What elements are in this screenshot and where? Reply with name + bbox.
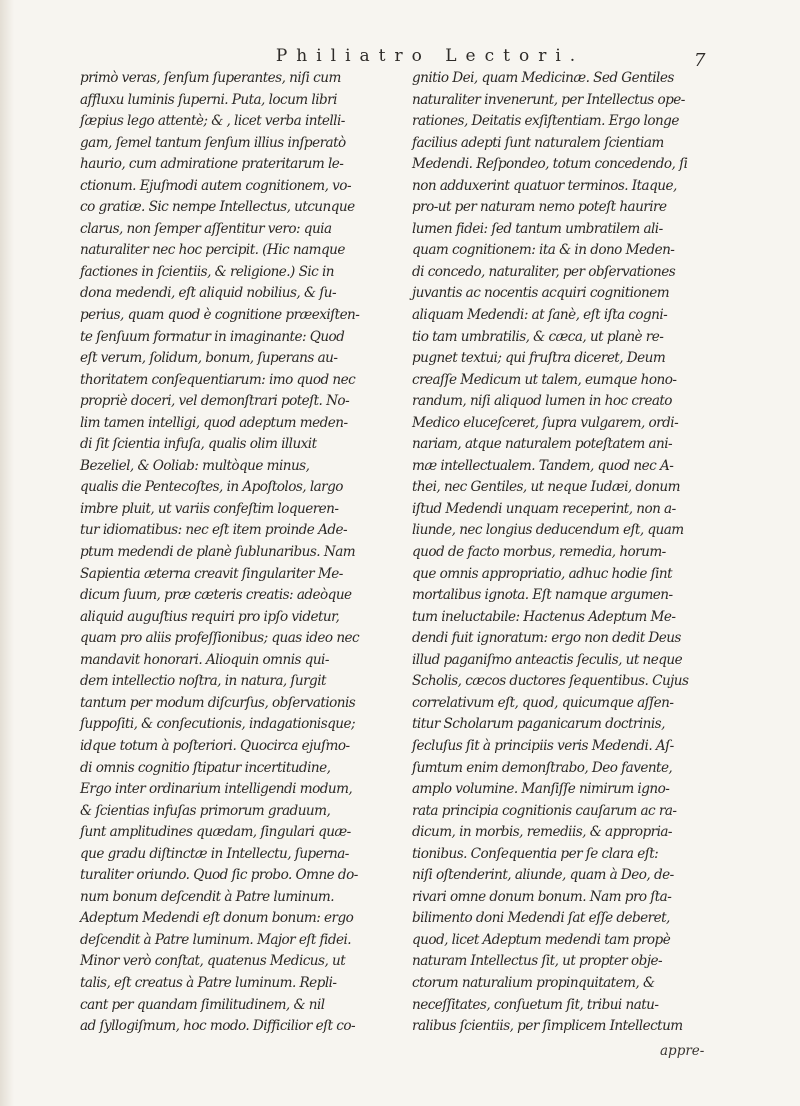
- text-line: Medico eluceſceret, ſupra vulgarem, ordi-: [412, 414, 679, 431]
- text-line: perius, quam quod è cognitione præexiſten-: [80, 307, 360, 324]
- text-line: turaliter oriundo. Quod ſic probo. Omne do-: [80, 867, 358, 884]
- text-line: aliquam Medendi: at ſanè, eſt iſta cogni-: [412, 307, 668, 324]
- text-line: Medendi. Reſpondeo, totum concedendo, ſi: [412, 156, 688, 173]
- page-number: 7: [694, 50, 706, 71]
- text-line: tur idiomatibus: nec eſt item proinde Ade-: [80, 522, 348, 539]
- text-line: qualis die Pentecoſtes, in Apoſtolos, largo: [80, 479, 343, 496]
- text-line: que omnis appropriatio, adhuc hodie ſint: [412, 565, 672, 582]
- text-line: pro-ut per naturam nemo poteſt haurire: [412, 199, 667, 216]
- text-line: affluxu luminis ſuperni. Puta, locum libri: [80, 91, 337, 108]
- page-gutter-shadow: [0, 0, 14, 1106]
- text-line: mandavit honorari. Alioquin omnis qui-: [80, 651, 329, 668]
- text-line: naturam Intellectus ſit, ut propter obje-: [412, 953, 663, 970]
- text-line: tum ineluctabile: Hactenus Adeptum Me-: [412, 608, 676, 625]
- text-line: clarus, non ſemper aſſentitur vero: quia: [80, 220, 332, 237]
- right-text-column: [412, 68, 724, 1038]
- text-line: bilimento doni Medendi ſat eſſe deberet,: [412, 910, 670, 927]
- text-line: deſcendit à Patre luminum. Major eſt fidei.: [80, 931, 352, 948]
- text-line: mortalibus ignota. Eſt namque argumen-: [412, 587, 673, 604]
- text-line: rata principia cognitionis cauſarum ac ra-: [412, 802, 677, 819]
- text-line: cant per quandam ſimilitudinem, & nil: [80, 996, 325, 1013]
- text-line: naturaliter invenerunt, per Intellectus ope-: [412, 91, 685, 108]
- text-line: Bezeliel, & Ooliab: multòque minus,: [80, 457, 310, 474]
- text-line: tio tam umbratilis, & cæca, ut planè re-: [412, 328, 664, 345]
- text-line: thei, nec Gentiles, ut neque Iudæi, donum: [412, 479, 680, 496]
- text-line: di ſit ſcientia infuſa, qualis olim illuxit: [80, 436, 317, 453]
- text-line: di omnis cognitio ſtipatur incertitudine,: [80, 759, 331, 776]
- text-line: randum, niſi aliquod lumen in hoc creato: [412, 393, 672, 410]
- text-line: Minor verò conſtat, quatenus Medicus, ut: [80, 953, 346, 970]
- text-line: di concedo, naturaliter, per obſervationes: [412, 263, 676, 280]
- text-line: ad ſyllogiſmum, hoc modo. Difficilior eſt co-: [80, 1018, 356, 1035]
- text-line: nariam, atque naturalem poteſtatem ani-: [412, 436, 673, 453]
- text-line: niſi oſtenderint, aliunde, quam à Deo, de-: [412, 867, 674, 884]
- text-line: amplo volumine. Manſiſſe nimirum igno-: [412, 781, 670, 798]
- text-line: primò veras, ſenſum ſuperantes, niſi cum: [80, 70, 341, 86]
- text-line: correlativum eſt, quod, quicumque aſſen-: [412, 694, 674, 711]
- text-line: Adeptum Medendi eſt donum bonum: ergo: [80, 910, 354, 927]
- text-line: te ſenſuum formatur in imaginante: Quod: [80, 328, 345, 345]
- running-head: Philiatro Lectori.: [275, 46, 585, 66]
- text-line: ſumtum enim demonſtrabo, Deo favente,: [412, 759, 673, 776]
- text-line: dicum ſuum, præ cæteris creatis: adeòque: [80, 587, 352, 604]
- text-line: titur Scholarum paganicarum doctrinis,: [412, 716, 665, 733]
- text-line: eſt verum, ſolidum, bonum, ſuperans au-: [80, 350, 338, 367]
- text-line: Sapientia æterna creavit ſingulariter Me-: [80, 565, 343, 582]
- catchword: appre-: [660, 1043, 705, 1059]
- text-line: liunde, nec longius deducendum eſt, quam: [412, 522, 684, 539]
- text-line: Ergo inter ordinarium intelligendi modum,: [80, 781, 353, 798]
- text-line: factiones in ſcientiis, & religione.) Sic in: [80, 263, 334, 280]
- text-line: creaſſe Medicum ut talem, eumque hono-: [412, 371, 677, 388]
- text-line: dicum, in morbis, remediis, & appropria-: [412, 824, 672, 841]
- text-line: quod de facto morbus, remedia, horum-: [412, 544, 666, 561]
- text-line: propriè doceri, vel demonſtrari poteſt. No-: [80, 393, 350, 410]
- text-line: thoritatem conſequentiarum: imo quod nec: [80, 371, 356, 388]
- text-line: facilius adepti ſunt naturalem ſcientiam: [412, 134, 664, 151]
- text-line: neceſſitates, conſuetum ſit, tribui natu-: [412, 996, 659, 1013]
- text-line: num bonum deſcendit à Patre luminum.: [80, 888, 335, 905]
- text-line: dem intellectio noſtra, in natura, ſurgit: [80, 673, 326, 690]
- text-line: juvantis ac nocentis acquiri cognitionem: [412, 285, 670, 302]
- text-line: ſecluſus ſit à principiis veris Medendi. Aſ-: [412, 737, 674, 754]
- text-line: lim tamen intelligi, quod adeptum meden-: [80, 414, 348, 431]
- text-line: tionibus. Conſequentia per ſe clara eſt:: [412, 845, 659, 862]
- text-line: non adduxerint quatuor terminos. Itaque,: [412, 177, 677, 194]
- text-line: mæ intellectualem. Tandem, quod nec A-: [412, 457, 674, 474]
- text-line: aliquid auguſtius requiri pro ipſo videtur,: [80, 608, 340, 625]
- text-line: dona medendi, eſt aliquid nobilius, & ſu-: [80, 285, 336, 302]
- text-line: imbre pluit, ut variis confeſtim loqueren-: [80, 500, 339, 517]
- text-line: rivari omne donum bonum. Nam pro ſta-: [412, 888, 672, 905]
- text-line: quam cognitionem: ita & in dono Meden-: [412, 242, 675, 259]
- text-line: quod, licet Adeptum medendi tam propè: [412, 931, 671, 948]
- text-line: Scholis, cæcos ductores ſequentibus. Cujus: [412, 673, 689, 690]
- text-line: tantum per modum diſcurſus, obſervationis: [80, 694, 356, 711]
- text-line: & ſcientias infuſas primorum graduum,: [80, 802, 331, 819]
- text-line: que gradu diſtinctæ in Intellectu, ſuperna-: [80, 845, 349, 862]
- text-line: haurio, cum admiratione prateritarum le-: [80, 156, 344, 173]
- text-line: ſunt amplitudines quædam, ſingulari quæ-: [80, 824, 351, 841]
- text-line: idque totum à poſteriori. Quocirca ejuſmo-: [80, 737, 350, 754]
- text-line: ctionum. Ejuſmodi autem cognitionem, vo-: [80, 177, 351, 194]
- text-line: co gratiæ. Sic nempe Intellectus, utcunque: [80, 199, 355, 216]
- text-line: lumen fidei: ſed tantum umbratilem ali-: [412, 220, 663, 237]
- text-line: illud paganiſmo anteactis ſeculis, ut neque: [412, 651, 683, 668]
- text-line: rationes, Deitatis exſiſtentiam. Ergo longe: [412, 113, 679, 130]
- text-line: ptum medendi de planè ſublunaribus. Nam: [80, 544, 356, 561]
- text-line: quam pro aliis profeſſionibus; quas ideo nec: [80, 630, 360, 647]
- text-line: pugnet textui; qui fruſtra diceret, Deum: [412, 350, 666, 367]
- text-line: dendi fuit ignoratum: ergo non dedit Deus: [412, 630, 681, 647]
- text-line: ralibus ſcientiis, per ſimplicem Intellectum: [412, 1018, 683, 1035]
- text-line: gnitio Dei, quam Medicinæ. Sed Gentiles: [412, 70, 674, 86]
- text-line: naturaliter nec hoc percipit. (Hic namque: [80, 242, 345, 259]
- text-line: ſuppoſiti, & conſecutionis, indagationisque;: [80, 716, 356, 733]
- text-line: talis, eſt creatus à Patre luminum. Repli-: [80, 974, 337, 991]
- text-line: ctorum naturalium propinquitatem, &: [412, 974, 655, 991]
- text-line: ſæpius lego attentè; & , licet verba intelli-: [80, 113, 345, 130]
- text-line: iſtud Medendi unquam receperint, non a-: [412, 500, 676, 517]
- text-line: gam, ſemel tantum ſenſum illius inſperatò: [80, 134, 346, 151]
- left-text-column: [80, 68, 380, 1038]
